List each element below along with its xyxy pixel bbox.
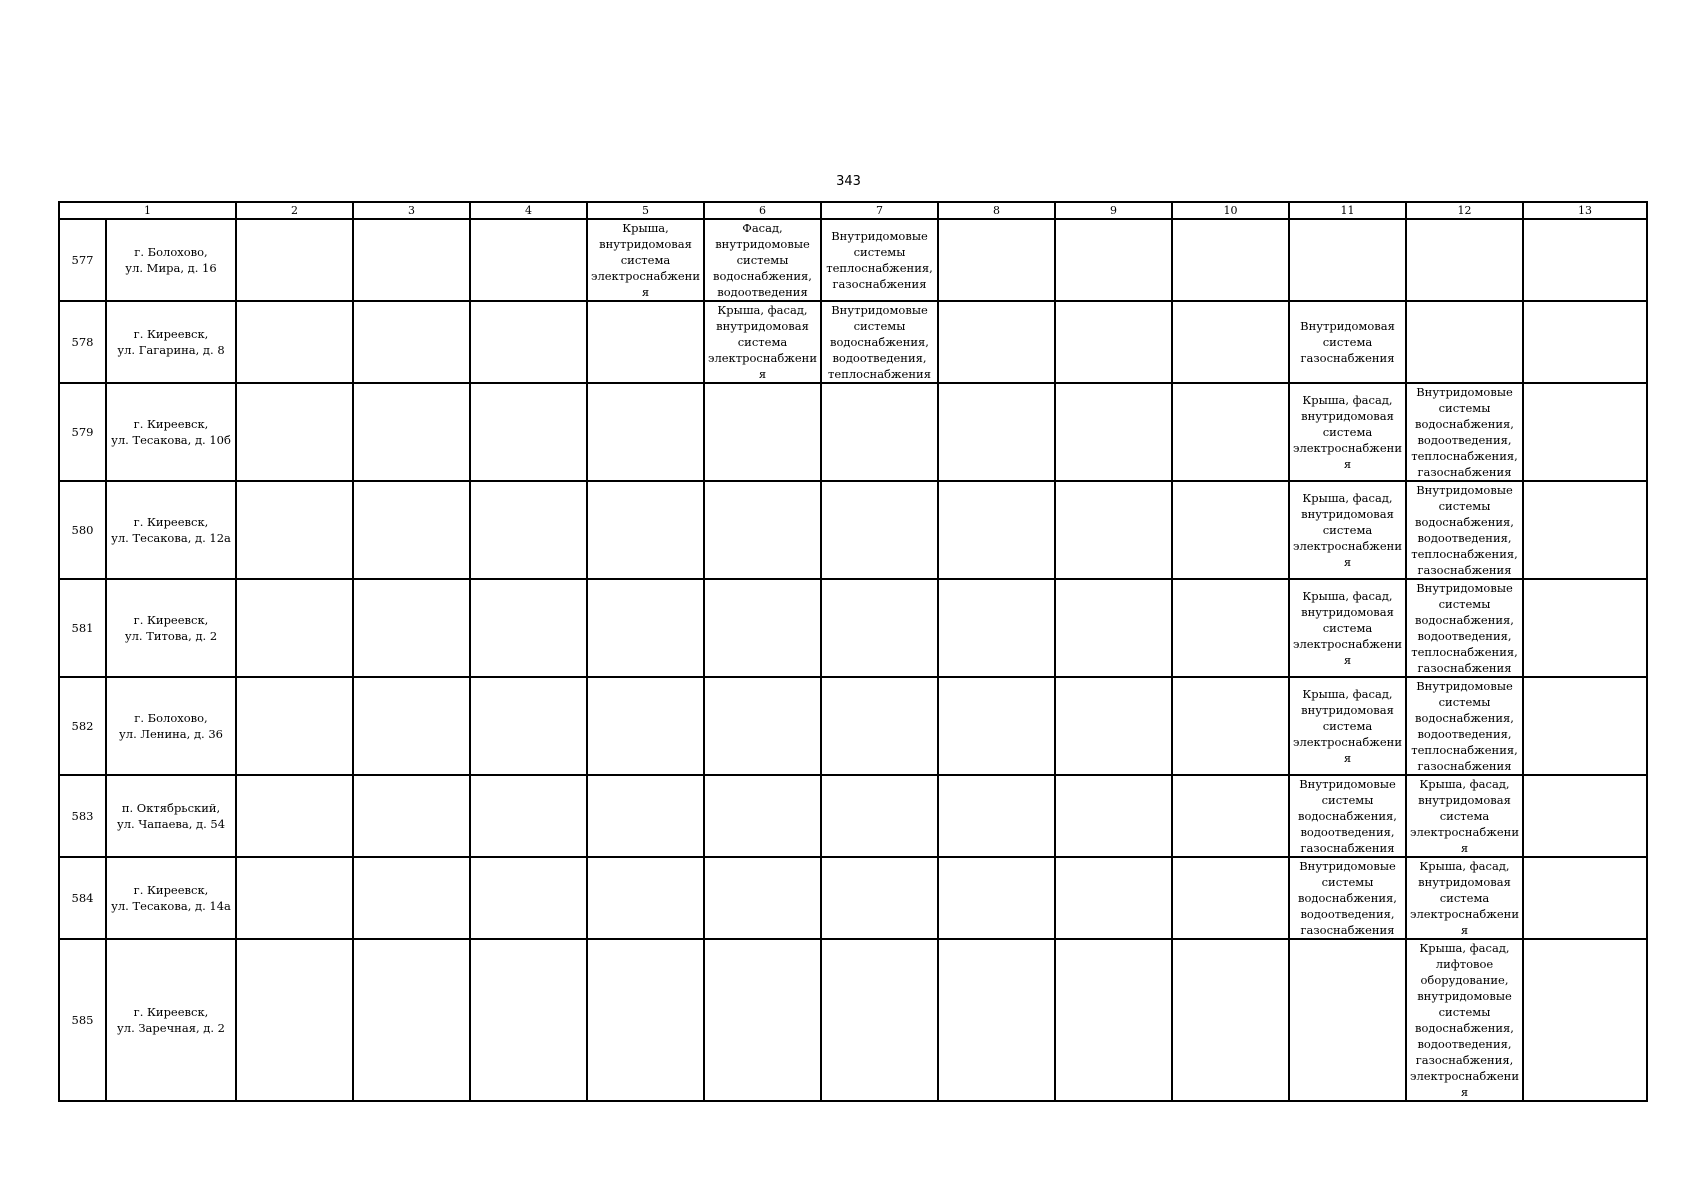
cell-col-3: [353, 383, 470, 481]
table-row: [59, 301, 1647, 383]
cell-col-13: [1523, 219, 1647, 301]
cell-col-2: [236, 301, 353, 383]
cell-col-5: [587, 301, 704, 383]
cell-col-7: [821, 939, 938, 1101]
repair-schedule-table: [58, 201, 1648, 1102]
row-number: 583: [59, 775, 106, 857]
row-number: 584: [59, 857, 106, 939]
work-list: Крыша, фасад, внутридомовая система электроснабжения: [1293, 491, 1402, 569]
table-row: [59, 939, 1647, 1101]
cell-col-7: [821, 579, 938, 677]
cell-col-5: [587, 481, 704, 579]
cell-col-13: [1523, 301, 1647, 383]
cell-col-3: [353, 481, 470, 579]
row-number: 577: [59, 219, 106, 301]
work-list: Крыша, фасад, внутридомовая система электроснабжения: [1410, 859, 1519, 937]
row-number: 585: [59, 939, 106, 1101]
page-number: 343: [836, 174, 861, 189]
cell-col-13: [1523, 677, 1647, 775]
cell-col-5: [587, 579, 704, 677]
cell-col-5: [587, 383, 704, 481]
column-header-5: 5: [587, 202, 704, 219]
cell-col-13: [1523, 857, 1647, 939]
cell-col-10: [1172, 301, 1289, 383]
cell-col-6: [704, 301, 821, 383]
cell-col-2: [236, 481, 353, 579]
cell-col-13: [1523, 383, 1647, 481]
work-list: Внутридомовые системы водоснабжения, водоотведения, теплоснабжения, газоснабжения: [1411, 679, 1518, 773]
cell-col-7: [821, 219, 938, 301]
cell-col-10: [1172, 579, 1289, 677]
table-row: [59, 775, 1647, 857]
cell-col-3: [353, 677, 470, 775]
cell-col-11: [1289, 383, 1406, 481]
cell-col-4: [470, 383, 587, 481]
cell-col-12: [1406, 383, 1523, 481]
column-header-7: 7: [821, 202, 938, 219]
address-cell: п. Октябрьский, ул. Чапаева, д. 54: [106, 775, 236, 857]
cell-col-7: [821, 677, 938, 775]
work-list: Внутридомовые системы водоснабжения, водоотведения, теплоснабжения, газоснабжения: [1411, 483, 1518, 577]
cell-col-6: [704, 481, 821, 579]
table-row: [59, 579, 1647, 677]
cell-col-3: [353, 579, 470, 677]
cell-col-10: [1172, 219, 1289, 301]
cell-col-6: [704, 775, 821, 857]
cell-col-8: [938, 481, 1055, 579]
cell-col-13: [1523, 481, 1647, 579]
cell-col-4: [470, 481, 587, 579]
row-number: 582: [59, 677, 106, 775]
cell-col-5: [587, 857, 704, 939]
cell-col-5: [587, 219, 704, 301]
cell-col-8: [938, 219, 1055, 301]
row-number: 579: [59, 383, 106, 481]
cell-col-8: [938, 857, 1055, 939]
cell-col-2: [236, 857, 353, 939]
cell-col-2: [236, 219, 353, 301]
cell-col-4: [470, 677, 587, 775]
work-list: Внутридомовая система газоснабжения: [1300, 319, 1395, 365]
work-list: Крыша, фасад, внутридомовая система электроснабжения: [1410, 777, 1519, 855]
work-list: Крыша, фасад, лифтовое оборудование, внутридомовые системы водоснабжения, водоотведения, газоснабжения, электроснабжения: [1410, 941, 1519, 1099]
cell-col-7: [821, 383, 938, 481]
cell-col-5: [587, 775, 704, 857]
cell-col-3: [353, 939, 470, 1101]
cell-col-10: [1172, 857, 1289, 939]
cell-col-4: [470, 775, 587, 857]
row-number: 580: [59, 481, 106, 579]
cell-col-13: [1523, 775, 1647, 857]
cell-col-11: [1289, 939, 1406, 1101]
cell-col-9: [1055, 301, 1172, 383]
cell-col-9: [1055, 857, 1172, 939]
cell-col-12: [1406, 219, 1523, 301]
table-row: [59, 383, 1647, 481]
cell-col-11: [1289, 857, 1406, 939]
cell-col-9: [1055, 579, 1172, 677]
cell-col-3: [353, 857, 470, 939]
column-header-9: 9: [1055, 202, 1172, 219]
cell-col-9: [1055, 939, 1172, 1101]
work-list: Внутридомовые системы водоснабжения, водоотведения, теплоснабжения, газоснабжения: [1411, 581, 1518, 675]
address-cell: г. Киреевск, ул. Тесакова, д. 10б: [106, 383, 236, 481]
cell-col-11: [1289, 219, 1406, 301]
cell-col-6: [704, 939, 821, 1101]
column-header-11: 11: [1289, 202, 1406, 219]
cell-col-12: [1406, 301, 1523, 383]
cell-col-6: [704, 677, 821, 775]
table-row: [59, 219, 1647, 301]
cell-col-3: [353, 301, 470, 383]
cell-col-9: [1055, 677, 1172, 775]
address-cell: г. Киреевск, ул. Титова, д. 2: [106, 579, 236, 677]
table-body: [59, 219, 1647, 1101]
column-header-2: 2: [236, 202, 353, 219]
cell-col-13: [1523, 579, 1647, 677]
cell-col-7: [821, 775, 938, 857]
work-list: Внутридомовые системы водоснабжения, водоотведения, теплоснабжения, газоснабжения: [1411, 385, 1518, 479]
column-header-6: 6: [704, 202, 821, 219]
cell-col-12: [1406, 775, 1523, 857]
column-header-1: 1: [59, 202, 236, 219]
cell-col-8: [938, 939, 1055, 1101]
cell-col-4: [470, 301, 587, 383]
address-cell: г. Болохово, ул. Ленина, д. 36: [106, 677, 236, 775]
cell-col-11: [1289, 481, 1406, 579]
column-header-4: 4: [470, 202, 587, 219]
work-list: Крыша, фасад, внутридомовая система электроснабжения: [1293, 393, 1402, 471]
cell-col-11: [1289, 579, 1406, 677]
column-header-3: 3: [353, 202, 470, 219]
work-list: Крыша, фасад, внутридомовая система электроснабжения: [1293, 589, 1402, 667]
address-cell: г. Киреевск, ул. Гагарина, д. 8: [106, 301, 236, 383]
work-list: Крыша, фасад, внутридомовая система электроснабжения: [1293, 687, 1402, 765]
column-header-8: 8: [938, 202, 1055, 219]
cell-col-11: [1289, 677, 1406, 775]
cell-col-2: [236, 775, 353, 857]
cell-col-6: [704, 383, 821, 481]
cell-col-2: [236, 677, 353, 775]
cell-col-7: [821, 481, 938, 579]
cell-col-7: [821, 301, 938, 383]
cell-col-11: [1289, 301, 1406, 383]
cell-col-5: [587, 939, 704, 1101]
cell-col-3: [353, 219, 470, 301]
cell-col-4: [470, 857, 587, 939]
cell-col-6: [704, 219, 821, 301]
cell-col-8: [938, 383, 1055, 481]
address-cell: г. Киреевск, ул. Заречная, д. 2: [106, 939, 236, 1101]
cell-col-4: [470, 939, 587, 1101]
row-number: 578: [59, 301, 106, 383]
cell-col-2: [236, 579, 353, 677]
work-list: Фасад, внутридомовые системы водоснабжения, водоотведения: [713, 221, 812, 299]
cell-col-9: [1055, 775, 1172, 857]
cell-col-10: [1172, 939, 1289, 1101]
cell-col-8: [938, 677, 1055, 775]
cell-col-4: [470, 219, 587, 301]
address-cell: г. Киреевск, ул. Тесакова, д. 12а: [106, 481, 236, 579]
cell-col-5: [587, 677, 704, 775]
cell-col-8: [938, 775, 1055, 857]
cell-col-13: [1523, 939, 1647, 1101]
cell-col-2: [236, 383, 353, 481]
cell-col-11: [1289, 775, 1406, 857]
work-list: Внутридомовые системы водоснабжения, водоотведения, газоснабжения: [1298, 777, 1397, 855]
cell-col-4: [470, 579, 587, 677]
work-list: Внутридомовые системы водоснабжения, водоотведения, теплоснабжения: [828, 303, 931, 381]
cell-col-6: [704, 857, 821, 939]
cell-col-12: [1406, 857, 1523, 939]
cell-col-12: [1406, 939, 1523, 1101]
column-header-12: 12: [1406, 202, 1523, 219]
cell-col-9: [1055, 481, 1172, 579]
row-number: 581: [59, 579, 106, 677]
cell-col-10: [1172, 775, 1289, 857]
work-list: Крыша, фасад, внутридомовая система электроснабжения: [708, 303, 817, 381]
cell-col-8: [938, 301, 1055, 383]
table-row: [59, 677, 1647, 775]
table-header: [59, 202, 1647, 219]
address-cell: г. Болохово, ул. Мира, д. 16: [106, 219, 236, 301]
cell-col-12: [1406, 481, 1523, 579]
address-cell: г. Киреевск, ул. Тесакова, д. 14а: [106, 857, 236, 939]
table-row: [59, 481, 1647, 579]
work-list: Крыша, внутридомовая система электроснабжения: [591, 221, 700, 299]
cell-col-3: [353, 775, 470, 857]
cell-col-10: [1172, 677, 1289, 775]
cell-col-6: [704, 579, 821, 677]
cell-col-9: [1055, 219, 1172, 301]
cell-col-10: [1172, 481, 1289, 579]
cell-col-2: [236, 939, 353, 1101]
cell-col-10: [1172, 383, 1289, 481]
column-header-10: 10: [1172, 202, 1289, 219]
cell-col-12: [1406, 579, 1523, 677]
table-row: [59, 857, 1647, 939]
work-list: Внутридомовые системы водоснабжения, водоотведения, газоснабжения: [1298, 859, 1397, 937]
cell-col-8: [938, 579, 1055, 677]
cell-col-7: [821, 857, 938, 939]
cell-col-12: [1406, 677, 1523, 775]
column-header-13: 13: [1523, 202, 1647, 219]
cell-col-9: [1055, 383, 1172, 481]
work-list: Внутридомовые системы теплоснабжения, газоснабжения: [826, 229, 933, 291]
